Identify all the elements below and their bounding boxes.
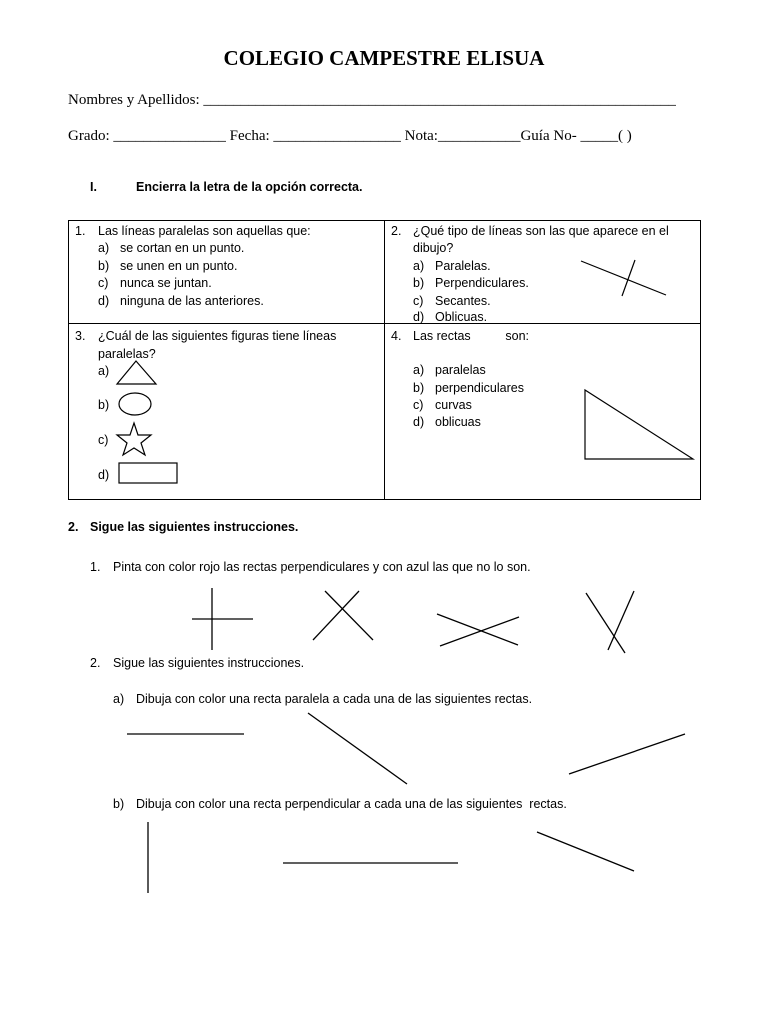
name-label: Nombres y Apellidos: <box>68 92 200 108</box>
name-blank[interactable]: _______________________________________________________________ <box>203 92 676 108</box>
sub-a-letter: a) <box>113 692 125 706</box>
grade-blank[interactable]: _______________ <box>113 128 226 144</box>
note-label: Nota: <box>404 128 438 144</box>
question-2-text-line2: dibujo? <box>413 241 454 255</box>
sub-a-text: Dibuja con color una recta paralela a cada una de las siguientes rectas. <box>136 692 533 706</box>
question-2-text-line1: ¿Qué tipo de líneas son las que aparece en el <box>413 224 669 238</box>
guide-label: Guía No- <box>520 128 577 144</box>
section1-number: I. <box>90 180 97 194</box>
q1-option-b[interactable]: b) se unen en un punto. <box>98 259 238 273</box>
parallel-target-line-3 <box>569 734 685 774</box>
q3-option-d[interactable]: d) <box>98 468 110 482</box>
question-3-number: 3. <box>75 329 86 343</box>
note-blank[interactable]: ___________ <box>437 128 521 144</box>
oblique-cross-3 <box>437 614 519 646</box>
perpendicular-target-line-3 <box>537 832 634 871</box>
section2-instruction: Sigue las siguientes instrucciones. <box>90 520 299 534</box>
school-title: COLEGIO CAMPESTRE ELISUA <box>223 46 545 70</box>
q4-option-d[interactable]: d) oblicuas <box>413 415 481 429</box>
q2-option-a[interactable]: a) Paralelas. <box>413 259 491 273</box>
question-1-text: Las líneas paralelas son aquellas que: <box>98 224 311 238</box>
grade-label: Grado: <box>68 128 110 144</box>
q1-option-c[interactable]: c) nunca se juntan. <box>98 276 212 290</box>
question-1-number: 1. <box>75 224 86 238</box>
item1-text: Pinta con color rojo las rectas perpendiculares y con azul las que no lo son. <box>113 560 531 574</box>
sub-b-letter: b) <box>113 797 125 811</box>
q4-option-b[interactable]: b) perpendiculares <box>413 381 524 395</box>
q2-option-b[interactable]: b) Perpendiculares. <box>413 276 529 290</box>
q4-option-a[interactable]: a) paralelas <box>413 363 486 377</box>
question-4-text: Las rectas son: <box>413 329 530 343</box>
item2-text: Sigue las siguientes instrucciones. <box>113 656 305 670</box>
date-label: Fecha: <box>229 128 270 144</box>
q1-option-d[interactable]: d) ninguna de las anteriores. <box>98 294 264 308</box>
q2-option-d[interactable]: d) Oblicuas. <box>413 310 488 324</box>
section2-number: 2. <box>68 520 79 534</box>
perpendicular-cross-1 <box>192 588 253 650</box>
guide-blank[interactable]: _____( ) <box>580 128 632 144</box>
perpendicular-cross-2 <box>313 591 373 640</box>
item1-number: 1. <box>90 560 101 574</box>
q3-option-a[interactable]: a) <box>98 364 110 378</box>
q4-option-c[interactable]: c) curvas <box>413 398 472 412</box>
q2-option-c[interactable]: c) Secantes. <box>413 294 491 308</box>
item2-number: 2. <box>90 656 101 670</box>
question-4-number: 4. <box>391 329 402 343</box>
q1-option-a[interactable]: a) se cortan en un punto. <box>98 241 245 255</box>
sub-b-text: Dibuja con color una recta perpendicular a cada una de las siguientes rectas. <box>136 797 567 811</box>
oblique-cross-4 <box>586 591 634 653</box>
question-2-number: 2. <box>391 224 402 238</box>
question-3-text-line2: paralelas? <box>98 347 156 361</box>
q3-option-c[interactable]: c) <box>98 433 109 447</box>
parallel-target-line-2 <box>308 713 407 784</box>
section1-instruction: Encierra la letra de la opción correcta. <box>136 180 363 194</box>
question-3-text-line1: ¿Cuál de las siguientes figuras tiene líneas <box>98 329 337 343</box>
date-blank[interactable]: _________________ <box>273 128 401 144</box>
q3-option-b[interactable]: b) <box>98 398 110 412</box>
